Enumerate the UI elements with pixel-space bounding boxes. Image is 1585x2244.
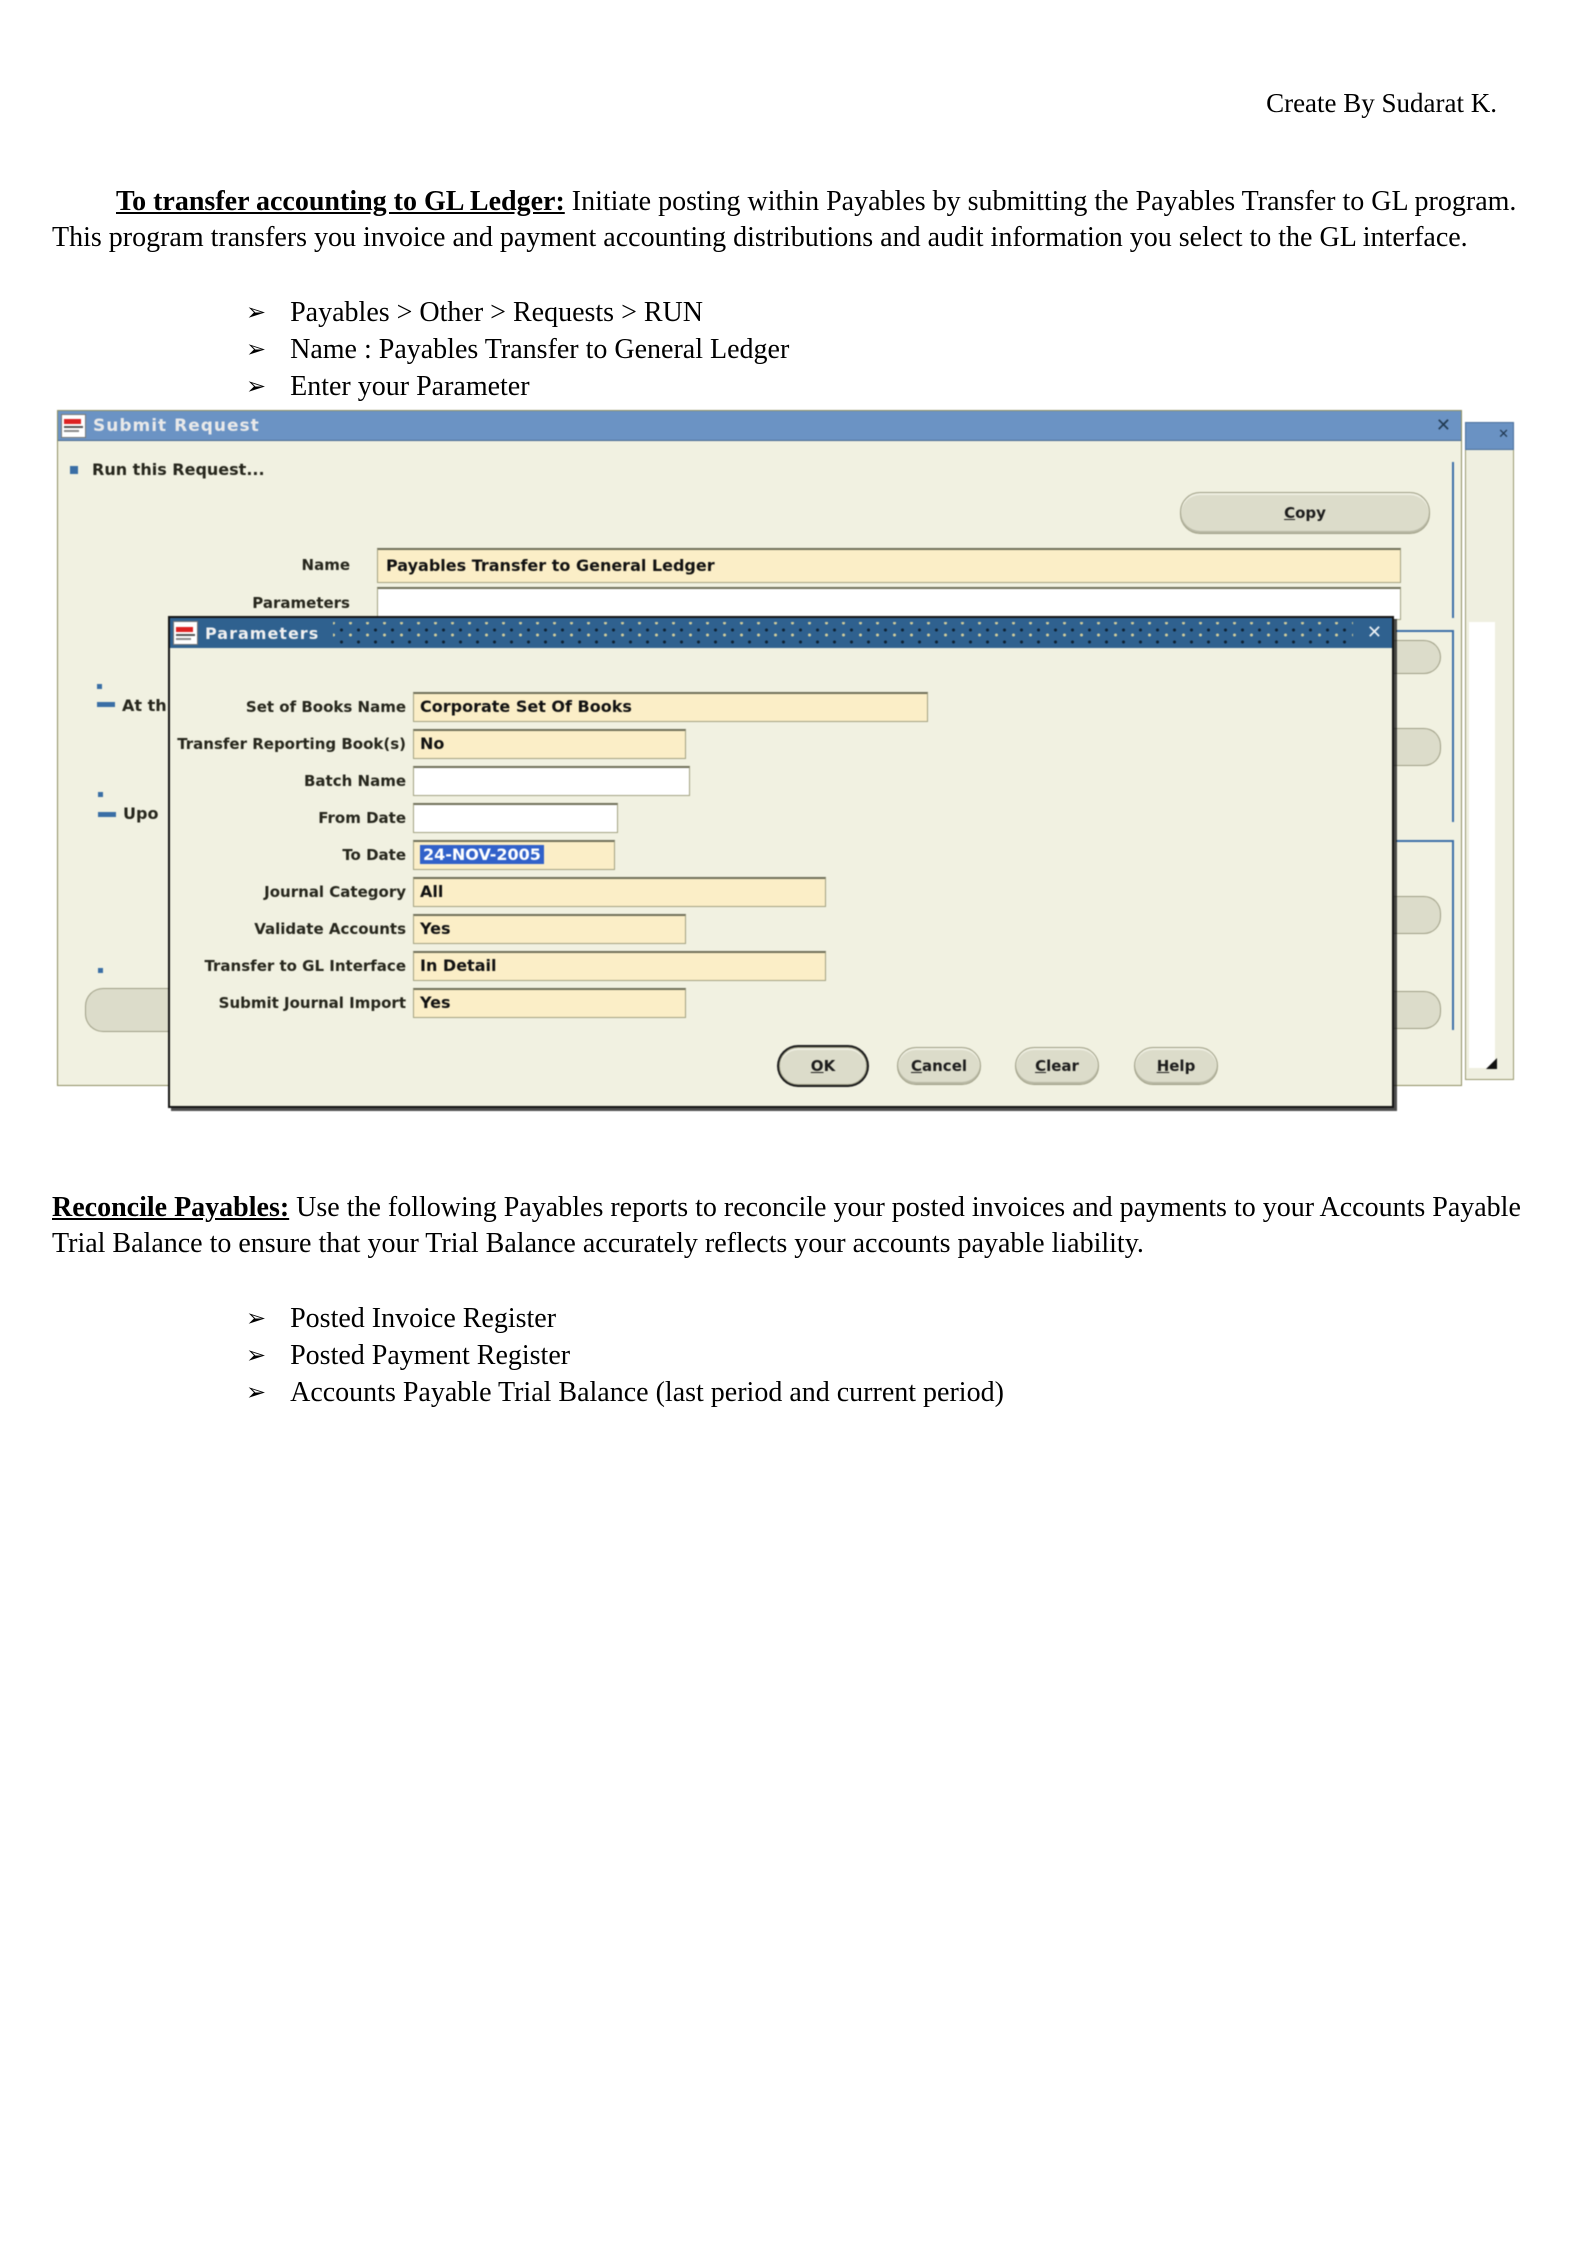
help-button-label: Help — [1156, 1057, 1196, 1075]
background-window-titlebar — [1465, 422, 1514, 450]
oracle-logo-icon — [61, 414, 86, 438]
arrow-bullet-icon: ➢ — [246, 1342, 267, 1369]
transfer-reporting-book-field[interactable]: No — [413, 729, 686, 759]
batch-name-field[interactable] — [413, 766, 690, 796]
reconcile-paragraph — [52, 1190, 1534, 1262]
truncated-section-label: At th — [122, 696, 167, 715]
selected-text: 24-NOV-2005 — [420, 845, 544, 864]
list-item — [246, 1337, 1004, 1374]
param-label: Transfer to GL Interface — [204, 957, 406, 975]
list-item — [246, 294, 789, 331]
submit-request-titlebar[interactable] — [58, 411, 1461, 441]
param-label: Validate Accounts — [254, 920, 406, 938]
cancel-button[interactable] — [897, 1047, 981, 1085]
copy-button-label: Copy — [1284, 504, 1326, 522]
run-this-request-row — [70, 460, 265, 479]
arrow-bullet-icon: ➢ — [246, 1305, 267, 1332]
bullet-text: Payables > Other > Requests > RUN — [290, 296, 703, 328]
param-label: From Date — [318, 809, 406, 827]
bullet-icon — [70, 466, 78, 474]
radio-tick-icon — [98, 968, 103, 973]
radio-dash-icon — [97, 702, 115, 707]
bullet-text: Enter your Parameter — [290, 370, 530, 402]
arrow-bullet-icon: ➢ — [246, 336, 267, 363]
oracle-logo-icon — [173, 621, 198, 645]
parameters-label: Parameters — [252, 594, 350, 612]
dialog-title: Parameters — [205, 623, 320, 643]
transfer-bullet-list — [246, 294, 789, 405]
list-item — [246, 368, 789, 405]
clear-button-label: Clear — [1035, 1057, 1079, 1075]
truncated-section-label: Upo — [123, 804, 159, 823]
arrow-bullet-icon: ➢ — [246, 373, 267, 400]
help-button[interactable] — [1134, 1047, 1218, 1085]
embedded-screenshot — [48, 408, 1558, 1113]
titlebar-pattern — [333, 622, 1353, 644]
partially-hidden-button[interactable] — [85, 988, 170, 1032]
param-label: Journal Category — [264, 883, 406, 901]
run-request-label: Run this Request... — [92, 460, 265, 479]
transfer-to-gl-interface-field[interactable]: In Detail — [413, 951, 826, 981]
from-date-field[interactable] — [413, 803, 618, 833]
arrow-bullet-icon: ➢ — [246, 1379, 267, 1406]
close-icon[interactable]: ✕ — [1435, 414, 1451, 436]
name-label: Name — [301, 556, 350, 574]
arrow-bullet-icon: ➢ — [246, 299, 267, 326]
group-border-fragment — [1396, 630, 1454, 822]
list-item — [246, 1374, 1004, 1411]
background-window-scroll-track — [1469, 622, 1495, 1068]
param-label: Transfer Reporting Book(s) — [177, 735, 406, 753]
set-of-books-field[interactable]: Corporate Set Of Books — [413, 692, 928, 722]
clear-button[interactable] — [1015, 1047, 1099, 1085]
close-icon[interactable]: ✕ — [1498, 427, 1509, 442]
list-item — [246, 1300, 1004, 1337]
bullet-text: Posted Invoice Register — [290, 1302, 557, 1334]
request-name-field[interactable]: Payables Transfer to General Ledger — [377, 548, 1401, 583]
list-item — [246, 331, 789, 368]
cancel-button-label: Cancel — [910, 1057, 968, 1075]
copy-button[interactable] — [1180, 492, 1430, 534]
param-label: To Date — [342, 846, 406, 864]
validate-accounts-field[interactable]: Yes — [413, 914, 686, 944]
journal-category-field[interactable]: All — [413, 877, 826, 907]
param-label: Set of Books Name — [245, 698, 406, 716]
bullet-text: Posted Payment Register — [290, 1339, 571, 1371]
author-credit: Create By Sudarat K. — [1266, 88, 1497, 118]
group-border-fragment — [1396, 840, 1454, 1030]
parameters-dialog — [168, 616, 1394, 1108]
parameters-dialog-titlebar[interactable] — [170, 618, 1392, 648]
param-label: Submit Journal Import — [218, 994, 406, 1012]
radio-tick-icon — [97, 684, 102, 689]
to-date-field[interactable] — [413, 840, 615, 870]
radio-dash-icon — [98, 812, 116, 817]
ok-button-label: OK — [810, 1057, 836, 1075]
group-border-fragment — [1452, 462, 1454, 618]
resize-handle-icon — [1486, 1058, 1497, 1069]
bullet-text: Name : Payables Transfer to General Ledger — [290, 333, 790, 365]
submit-journal-import-field[interactable]: Yes — [413, 988, 686, 1018]
radio-tick-icon — [98, 792, 103, 797]
ok-button[interactable] — [779, 1047, 867, 1085]
transfer-paragraph — [52, 184, 1534, 256]
reconcile-heading: Reconcile Payables: — [52, 1192, 290, 1223]
reconcile-bullet-list — [246, 1300, 1004, 1411]
window-title: Submit Request — [93, 415, 260, 436]
transfer-heading: To transfer accounting to GL Ledger: — [116, 186, 565, 217]
param-label: Batch Name — [304, 772, 406, 790]
reconcile-body: Use the following Payables reports to reconcile your posted invoices and payments to your Accounts Payable Trial Balance to ensure that your Trial Balance accurately reflects your accounts payable liability. — [52, 1192, 1521, 1259]
bullet-text: Accounts Payable Trial Balance (last period and current period) — [290, 1376, 1004, 1408]
close-icon[interactable]: ✕ — [1366, 622, 1382, 643]
transfer-body: Initiate posting within Payables by submitting the Payables Transfer to GL program. This program transfers you invoice and payment accounting distributions and audit information you select to the GL interface. — [52, 186, 1517, 253]
